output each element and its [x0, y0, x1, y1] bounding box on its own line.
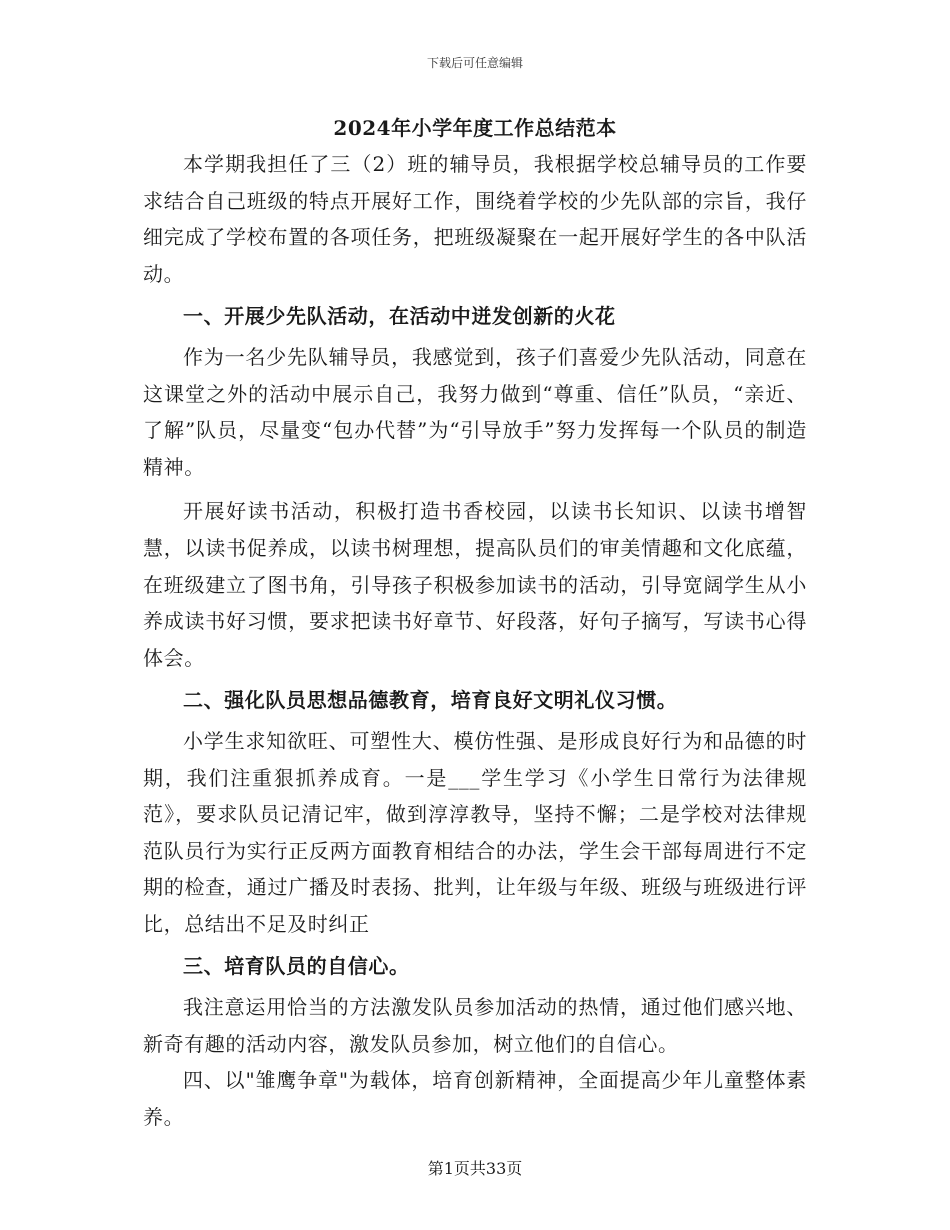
paragraph-intro: 本学期我担任了三（2）班的辅导员，我根据学校总辅导员的工作要求结合自己班级的特点开展好工作，围绕着学校的少先队部的宗旨，我仔细完成了学校布置的各项任务，把班级凝聚在一起开展好学生的各中队活动。: [143, 152, 807, 286]
document-title: 2024年小学年度工作总结范本: [333, 116, 617, 140]
section-heading-3: 三、培育队员的自信心。: [183, 954, 410, 979]
paragraph-1: 作为一名少先队辅导员，我感觉到，孩子们喜爱少先队活动，同意在这课堂之外的活动中展示自己，我努力做到“尊重、信任”队员，“亲近、了解”队员，尽量变“包办代替”为“引导放手”努力发挥每一个队员的制造精神。: [143, 344, 807, 479]
document-body: [143, 112, 807, 1135]
paragraph-3: 小学生求知欲旺、可塑性大、模仿性强、是形成良好行为和品德的时期，我们注重狠抓养成育。一是___学生学习《小学生日常行为法律规范》，要求队员记清记牢，做到淳淳教导，坚持不懈；二是学校对法律规范队员行为实行正反两方面教育相结合的办法，学生会干部每周进行不定期的检查，通过广播及时表扬、批判，让年级与年级、班级与班级进行评比，总结出不足及时纠正: [143, 728, 807, 936]
page-footer: 第1页共33页: [427, 1159, 523, 1178]
section-heading-1: 一、开展少先队活动，在活动中迸发创新的火花: [183, 304, 616, 329]
paragraph-2: 开展好读书活动，积极打造书香校园，以读书长知识、以读书增智慧，以读书促养成，以读书树理想，提高队员们的审美情趣和文化底蕴，在班级建立了图书角，引导孩子积极参加读书的活动，引导宽阔学生从小养成读书好习惯，要求把读书好章节、好段落，好句子摘写，写读书心得体会。: [143, 499, 807, 670]
paragraph-5: 四、以"雏鹰争章"为载体，培育创新精神，全面提高少年儿童整体素养。: [143, 1068, 807, 1129]
paragraph-4: 我注意运用恰当的方法激发队员参加活动的热情，通过他们感兴地、新奇有趣的活动内容，激发队员参加，树立他们的自信心。: [143, 995, 807, 1056]
section-heading-2: 二、强化队员思想品德教育，培育良好文明礼仪习惯。: [183, 688, 678, 713]
header-note: 下载后可任意编辑: [426, 56, 523, 70]
